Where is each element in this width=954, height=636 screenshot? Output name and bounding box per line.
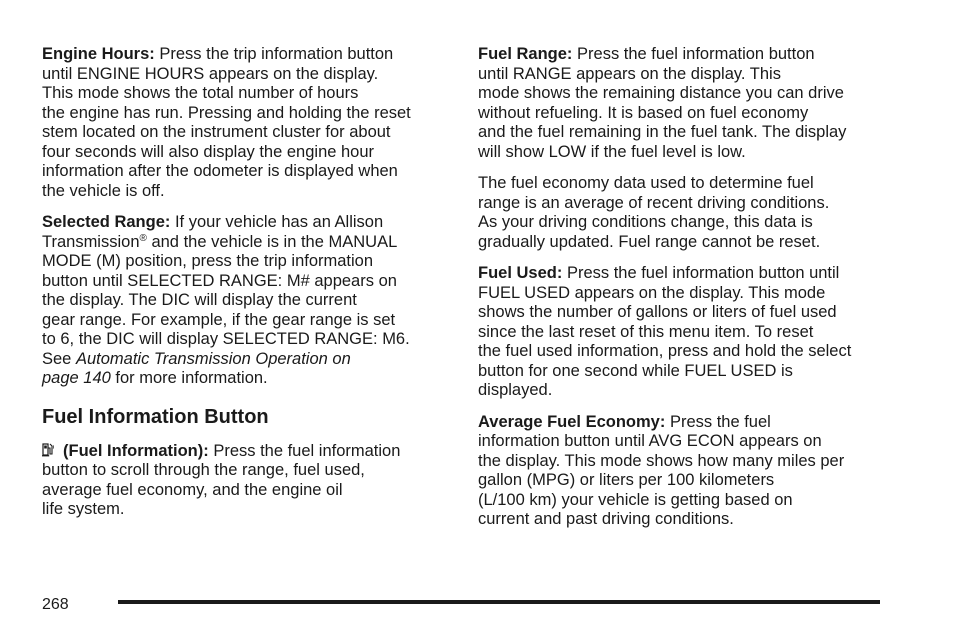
text-line: and the fuel remaining in the fuel tank. The display [478, 123, 847, 141]
text-line: to 6, the DIC will display SELECTED RANGE: M6. [42, 330, 410, 348]
right-column [478, 45, 898, 542]
text-line: the engine has run. Pressing and holding the reset [42, 103, 411, 122]
text-line: FUEL USED appears on the display. This mode [478, 283, 826, 302]
text-line: MODE (M) position, press the trip information [42, 252, 374, 270]
fuel-range-label: Fuel Range: [478, 45, 573, 63]
text-line: the vehicle is off. [42, 181, 165, 200]
engine-hours-paragraph [42, 45, 452, 201]
text-line: This mode shows the total number of hours [42, 84, 359, 102]
fuel-economy-data-paragraph [478, 174, 898, 252]
text-line: See [42, 349, 76, 368]
page-number: 268 [42, 596, 69, 613]
text-line: gradually updated. Fuel range cannot be reset. [478, 232, 821, 251]
svg-text:i: i [52, 445, 54, 450]
fuel-used-label: Fuel Used: [478, 264, 563, 282]
fuel-information-paragraph [42, 442, 452, 520]
engine-hours-label: Engine Hours: [42, 45, 155, 63]
text-line: will show LOW if the fuel level is low. [478, 142, 746, 161]
text-line: Press the trip information button [154, 45, 394, 63]
text-line: shows the number of gallons or liters of fuel used [478, 303, 837, 321]
text-line: for more information. [110, 369, 268, 387]
cross-reference-page-link[interactable]: page 140 [42, 369, 111, 387]
text-line: the display. The DIC will display the current [42, 291, 357, 309]
text-line: Press the fuel information button until [562, 264, 840, 282]
text-line: If your vehicle has an Allison [170, 213, 384, 231]
section-heading: Fuel Information Button [42, 405, 269, 428]
text-line: gallon (MPG) or liters per 100 kilometers [478, 471, 775, 489]
text-line: button to scroll through the range, fuel used, [42, 461, 365, 479]
text-line: Press the fuel information button [572, 45, 815, 63]
fuel-range-paragraph [478, 45, 898, 162]
text-line: (L/100 km) your vehicle is getting based on [478, 490, 793, 509]
text-line: average fuel economy, and the engine oil [42, 480, 343, 499]
text-line: information button until AVG ECON appears on [478, 432, 822, 450]
text-line: button until SELECTED RANGE: M# appears on [42, 271, 397, 290]
text-line: As your driving conditions change, this data is [478, 213, 813, 231]
text-line: gear range. For example, if the gear range is set [42, 310, 396, 329]
selected-range-label: Selected Range: [42, 213, 171, 231]
text-line: displayed. [478, 381, 553, 399]
text-line: mode shows the remaining distance you can drive [478, 84, 844, 102]
text-line: and the vehicle is in the MANUAL [146, 232, 398, 251]
selected-range-paragraph [42, 213, 452, 389]
text-line: information after the odometer is displayed when [42, 162, 398, 180]
fuel-information-icon [42, 443, 55, 457]
fuel-information-label: (Fuel Information): [63, 441, 209, 460]
text-line: until RANGE appears on the display. This [478, 64, 781, 83]
average-fuel-economy-paragraph [478, 413, 898, 530]
footer-rule [118, 600, 880, 604]
text-line: four seconds will also display the engine hour [42, 142, 375, 161]
text-line: until ENGINE HOURS appears on the display. [42, 64, 379, 83]
text-line: without refueling. It is based on fuel economy [478, 103, 809, 122]
text-line: current and past driving conditions. [478, 510, 734, 528]
text-line: the display. This mode shows how many miles per [478, 451, 845, 470]
average-fuel-economy-label: Average Fuel Economy: [478, 412, 666, 431]
text-line: since the last reset of this menu item. To reset [478, 322, 814, 341]
left-column [42, 45, 452, 532]
text-line: Press the fuel [665, 412, 771, 431]
text-line: the fuel used information, press and hold the select [478, 342, 852, 360]
text-line: Transmission [42, 232, 140, 251]
text-line: The fuel economy data used to determine fuel [478, 174, 814, 192]
registered-mark: ® [139, 232, 147, 244]
text-line: button for one second while FUEL USED is [478, 361, 793, 380]
fuel-used-paragraph [478, 264, 898, 401]
text-line: stem located on the instrument cluster for about [42, 123, 391, 141]
text-line: Press the fuel information [208, 441, 401, 460]
cross-reference-link[interactable]: Automatic Transmission Operation on [75, 349, 351, 368]
text-line: life system. [42, 500, 125, 518]
text-line: range is an average of recent driving conditions. [478, 193, 830, 212]
